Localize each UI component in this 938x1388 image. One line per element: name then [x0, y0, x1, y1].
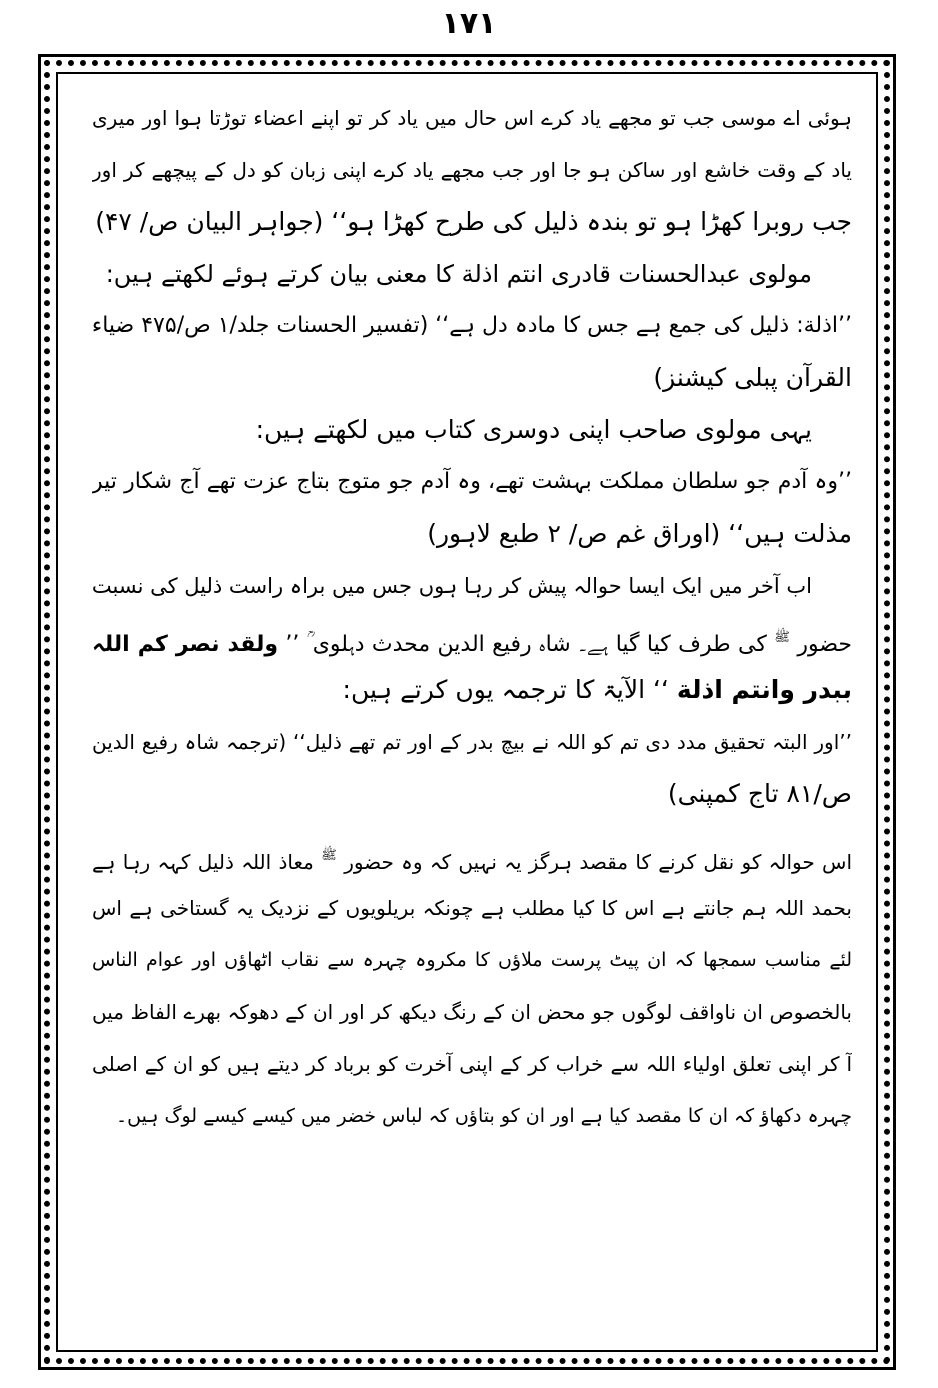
text-line: بحمد اللہ ہم جانتے ہے اس کا کیا مطلب ہے چونکہ بریلویوں کے نزدیک یہ گستاخی ہے اس: [92, 896, 852, 920]
text-line: جب روبرا کھڑا ہو تو بندہ ذلیل کی طرح کھڑا ہو‘‘ (جواہر البیان ص/ ۴۷): [95, 207, 852, 236]
text-segment: اس حوالہ کو نقل کرنے کا مقصد ہرگز یہ نہیں کہ وہ حضور: [344, 850, 852, 874]
quranic-verse-text: ببدر وانتم اذلة: [676, 675, 852, 704]
page-number: ۱۷۱: [441, 6, 497, 41]
text-line: آ کر اپنی تعلق اولیاء اللہ سے خراب کر کے اپنی آخرت کو برباد کر دیتے ہیں کو ان کے اصلی: [92, 1052, 852, 1076]
text-line: مذلت ہیں‘‘ (اوراق غم ص/ ۲ طبع لاہور): [427, 519, 852, 548]
text-line: ’’اور البتہ تحقیق مدد دی تم کو اللہ نے بیچ بدر کے اور تم تھے ذلیل‘‘ (ترجمہ شاہ رفیع الدین: [92, 730, 852, 754]
text-line: یاد کے وقت خاشع اور ساکن ہو جا اور جب مجھے یاد کرے اپنی زبان کو دل کے پیچھے کر اور: [92, 158, 852, 182]
text-line: [92, 830, 852, 882]
text-line: مولوی عبدالحسنات قادری انتم اذلة کا معنی بیان کرتے ہوئے لکھتے ہیں:: [105, 260, 812, 288]
text-line: ’’وہ آدم جو سلطان مملکت بہشت تھے، وہ آدم جو متوج بتاج عزت تھے آج شکار تیر: [92, 469, 852, 494]
text-segment: معاذ اللہ ذلیل کہہ رہا ہے: [92, 850, 314, 874]
text-line: بالخصوص ان ناواقف لوگوں جو محض ان کے رنگ دیکھ کر اور ان کے دھوکہ بھرے الفاظ میں: [92, 1000, 852, 1024]
text-line: ہوئی اے موسی جب تو مجھے یاد کرے اس حال میں یاد کر تو اپنے اعضاء توڑتا ہوا اور میری: [92, 106, 852, 130]
text-segment: ‘‘ الآیۃ کا ترجمہ یوں کرتے ہیں:: [342, 675, 669, 704]
text-segment: حضور: [797, 632, 852, 657]
text-segment: کی طرف کیا گیا ہے۔ شاہ رفیع الدین محدث دہلوی ؒ ’’: [285, 632, 767, 657]
text-line: [92, 664, 852, 716]
main-text-body: [92, 92, 852, 1328]
text-line: چہرہ دکھاؤ کہ ان کا مقصد کیا ہے اور ان کو بتاؤں کہ لباس خضر میں کیسے کیسے لوگ ہیں۔: [115, 1105, 852, 1127]
text-line: القرآن پبلی کیشنز): [653, 363, 852, 392]
text-line: ’’اذلة: ذلیل کی جمع ہے جس کا مادہ دل ہے‘‘ (تفسیر الحسنات جلد/۱ ص/۴۷۵ ضیاء: [92, 313, 852, 338]
text-line: لئے مناسب سمجھا کہ ان پیٹ پرست ملاؤں کا مکروہ چہرہ سے نقاب اٹھاؤں اور عوام الناس: [92, 949, 852, 971]
quranic-verse-text: ولقد نصر کم اللہ: [92, 632, 279, 657]
salutation-seal: ﷺ: [321, 848, 337, 863]
text-line: یہی مولوی صاحب اپنی دوسری کتاب میں لکھتے ہیں:: [255, 415, 812, 444]
text-line: اب آخر میں ایک ایسا حوالہ پیش کر رہا ہوں جس میں براہ راست ذلیل کی نسبت: [92, 574, 812, 598]
text-line: ص/۸۱ تاج کمپنی): [667, 779, 852, 808]
text-line: [92, 612, 852, 664]
salutation-seal: ﷺ: [774, 630, 790, 645]
